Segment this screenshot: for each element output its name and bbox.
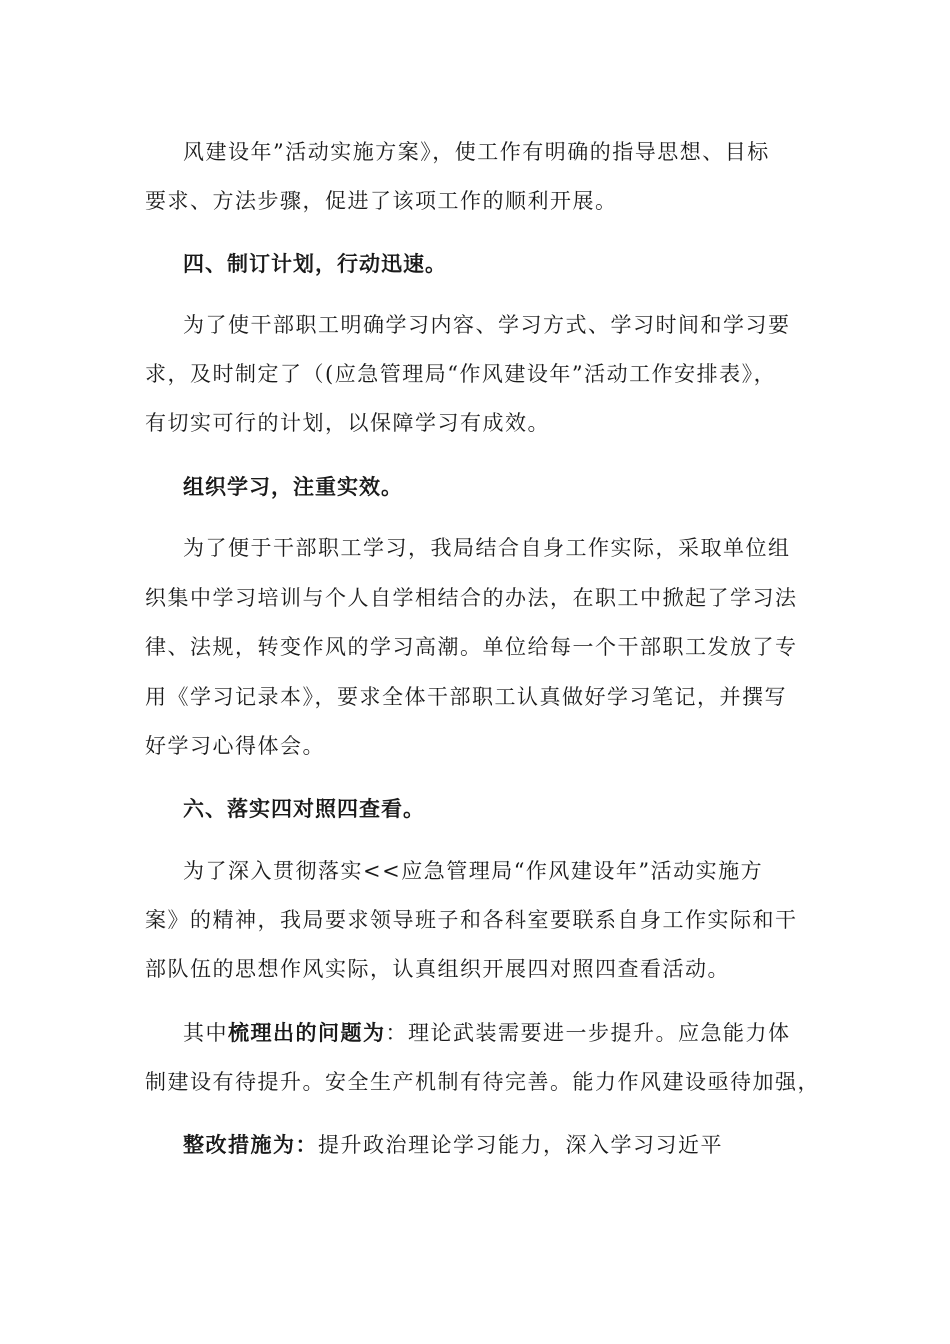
section-heading-6: 六、落实四对照四查看。 xyxy=(183,797,425,821)
paragraph-2-line-1: 为了使干部职工明确学习内容、学习方式、学习时间和学习要 xyxy=(183,313,791,337)
section-heading-4: 四、制订计划，行动迅速。 xyxy=(183,252,447,276)
paragraph-5-prefix: 其中 xyxy=(183,1021,228,1045)
paragraph-3-line-5: 好学习心得体会。 xyxy=(145,734,325,758)
paragraph-3-line-1: 为了便于干部职工学习，我局结合自身工作实际，采取单位组 xyxy=(183,536,791,560)
measures-label: 整改措施为： xyxy=(183,1133,318,1157)
paragraph-2-line-3: 有切实可行的计划，以保障学习有成效。 xyxy=(145,411,550,435)
paragraph-6-line-1 xyxy=(183,1131,723,1159)
paragraph-6-rest: 提升政治理论学习能力，深入学习习近平 xyxy=(318,1133,723,1157)
paragraph-5-line-2: 制建设有待提升。安全生产机制有待完善。能力作风建设亟待加强， xyxy=(145,1070,820,1094)
paragraph-1-line-2: 要求、方法步骤，促进了该项工作的顺利开展。 xyxy=(145,189,618,213)
paragraph-4-line-3: 部队伍的思想作风实际，认真组织开展四对照四查看活动。 xyxy=(145,957,730,981)
paragraph-4-line-1: 为了深入贯彻落实<<应急管理局“作风建设年”活动实施方 xyxy=(183,859,764,883)
paragraph-3-line-3: 律、法规，转变作风的学习高潮。单位给每一个干部职工发放了专 xyxy=(145,635,798,659)
paragraph-1-line-1: 风建设年”活动实施方案》，使工作有明确的指导思想、目标 xyxy=(183,140,770,164)
paragraph-2-line-2: 求，及时制定了（(应急管理局“作风建设年”活动工作安排表》， xyxy=(145,362,777,386)
paragraph-5-rest: ：理论武装需要进一步提升。应急能力体 xyxy=(385,1021,791,1045)
paragraph-3-line-4: 用《学习记录本》，要求全体干部职工认真做好学习笔记，并撰写 xyxy=(145,685,787,709)
paragraph-3-line-2: 织集中学习培训与个人自学相结合的办法，在职工中掀起了学习法 xyxy=(145,586,798,610)
paragraph-4-line-2: 案》的精神，我局要求领导班子和各科室要联系自身工作实际和干 xyxy=(145,908,798,932)
section-heading-5: 组织学习，注重实效。 xyxy=(183,475,403,499)
paragraph-5-line-1 xyxy=(183,1019,791,1047)
problems-label: 梳理出的问题为 xyxy=(228,1021,386,1045)
